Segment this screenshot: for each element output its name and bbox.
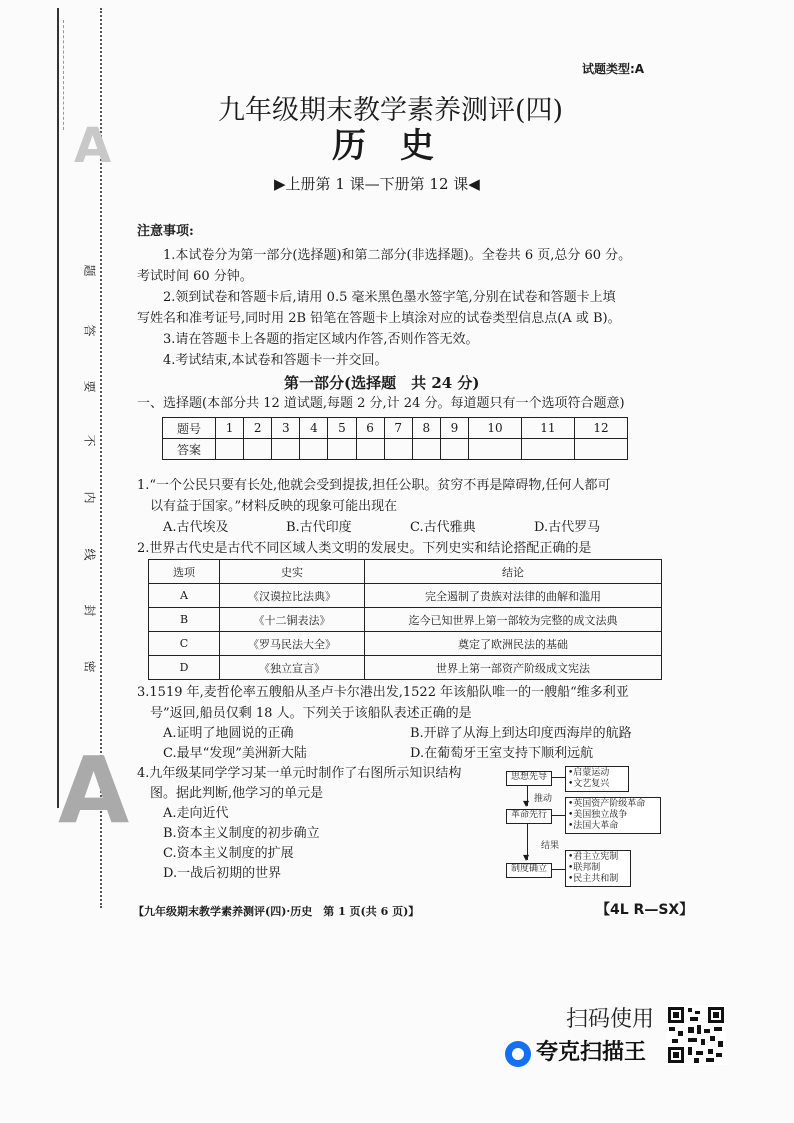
answer-number: 2 xyxy=(244,418,272,439)
subject-title: 历 史 xyxy=(332,126,434,166)
answer-cell xyxy=(272,439,300,460)
scope-text: 上册第 1 课—下册第 12 课 xyxy=(285,175,469,193)
answer-number: 6 xyxy=(356,418,384,439)
box-system: 制度确立 xyxy=(506,863,552,878)
q3-stem-line2: 号”返回,船员仅剩 18 人。下列关于该船队表述正确的是 xyxy=(150,706,472,721)
answer-number: 7 xyxy=(384,418,412,439)
answer-cell xyxy=(468,439,521,460)
q3-option-d: D.在葡萄牙王室支持下顺利远航 xyxy=(410,746,594,761)
list-item: •法国大革命 xyxy=(568,821,619,831)
answer-number: 12 xyxy=(574,418,627,439)
list-revolution xyxy=(565,797,661,834)
answer-number: 11 xyxy=(521,418,574,439)
list-system xyxy=(565,850,631,887)
q1-option-d: D.古代罗马 xyxy=(534,520,601,535)
q2-cell-option: D xyxy=(149,656,220,680)
q1-stem-line2: 以有益于国家。”材料反映的现象可能出现在 xyxy=(150,499,398,514)
answer-cell xyxy=(384,439,412,460)
q4-option-b: B.资本主义制度的初步确立 xyxy=(163,826,320,841)
answer-number: 3 xyxy=(272,418,300,439)
binding-watermark-small: A xyxy=(74,118,112,174)
knowledge-diagram xyxy=(500,764,665,889)
list-item: •文艺复兴 xyxy=(568,779,610,789)
arrow-right-icon: ▶ xyxy=(274,175,286,193)
notes-line-6: 4.考试结束,本试卷和答题卡一并交回。 xyxy=(163,353,388,368)
binding-char-2: 答 xyxy=(82,324,97,337)
qr-code-icon xyxy=(666,1005,726,1065)
q2-cell-conclusion: 迄今已知世界上第一部较为完整的成文法典 xyxy=(365,608,662,632)
answer-cell xyxy=(521,439,574,460)
answer-number: 9 xyxy=(440,418,468,439)
q4-option-d: D.一战后初期的世界 xyxy=(163,866,282,881)
q2-stem: 2.世界古代史是古代不同区域人类文明的发展史。下列史实和结论搭配正确的是 xyxy=(137,541,592,556)
q2-table xyxy=(148,559,662,680)
q2-cell-option: B xyxy=(149,608,220,632)
q3-stem-line1: 3.1519 年,麦哲伦率五艘船从圣卢卡尔港出发,1522 年该船队唯一的一艘船“维多利亚 xyxy=(137,685,629,700)
q1-option-a: A.古代埃及 xyxy=(163,520,229,535)
q2-cell-fact: 《罗马民法大全》 xyxy=(220,632,365,656)
arrow-down-icon: ▼ xyxy=(523,853,530,862)
test-type-label: 试题类型:A xyxy=(582,62,645,76)
binding-char-1: 题 xyxy=(82,264,97,277)
binding-watermark: A xyxy=(58,737,130,844)
box-thought: 思想先导 xyxy=(506,771,552,786)
answer-table-label: 答案 xyxy=(163,439,216,460)
q1-option-b: B.古代印度 xyxy=(286,520,352,535)
answer-number: 1 xyxy=(216,418,244,439)
label-result: 结果 xyxy=(541,841,560,851)
list-thought xyxy=(565,766,629,792)
connector-2 xyxy=(551,815,565,816)
q2-cell-fact: 《独立宣言》 xyxy=(220,656,365,680)
notes-line-5: 3.请在答题卡上各题的指定区域内作答,否则作答无效。 xyxy=(163,332,479,347)
label-push: 推动 xyxy=(534,794,553,804)
answer-cell xyxy=(216,439,244,460)
notes-line-2: 考试时间 60 分钟。 xyxy=(137,269,253,284)
binding-char-8: 密 xyxy=(82,660,97,673)
binding-char-5: 内 xyxy=(82,491,97,504)
answer-cell xyxy=(328,439,356,460)
q4-stem-line2: 图。据此判断,他学习的单元是 xyxy=(150,786,324,801)
answer-table-label: 题号 xyxy=(163,418,216,439)
answer-cell xyxy=(244,439,272,460)
arrow-left-icon: ◀ xyxy=(468,175,480,193)
scanner-app-name: 夸克扫描王 xyxy=(536,1040,647,1065)
list-item: •君主立宪制 xyxy=(568,852,619,862)
q2-table-row xyxy=(149,608,662,632)
list-item: •美国独立战争 xyxy=(568,810,628,820)
list-item: •民主共和制 xyxy=(568,874,619,884)
box-revolution: 革命先行 xyxy=(506,809,552,824)
list-item: •英国资产阶级革命 xyxy=(568,799,646,809)
scope-bar xyxy=(274,173,480,195)
q2-cell-option: A xyxy=(149,584,220,608)
list-item: •启蒙运动 xyxy=(568,768,610,778)
answer-cell xyxy=(356,439,384,460)
answer-cell xyxy=(440,439,468,460)
binding-char-3: 要 xyxy=(82,380,97,393)
notes-heading: 注意事项: xyxy=(137,224,194,239)
answer-cell xyxy=(574,439,627,460)
q4-option-a: A.走向近代 xyxy=(163,806,229,821)
answer-cell xyxy=(412,439,440,460)
q2-cell-conclusion: 世界上第一部资产阶级成文宪法 xyxy=(365,656,662,680)
answer-table-number-row xyxy=(163,418,628,439)
q2-cell-fact: 《汉谟拉比法典》 xyxy=(220,584,365,608)
q1-option-c: C.古代雅典 xyxy=(410,520,476,535)
arrow-down-icon: ▼ xyxy=(523,799,530,808)
binding-border-left xyxy=(57,8,59,808)
notes-line-4: 写姓名和准考证号,同时用 2B 铅笔在答题卡上填涂对应的试卷类型信息点(A 或 B)。 xyxy=(137,311,621,326)
q2-table-row xyxy=(149,656,662,680)
q2-header-option: 选项 xyxy=(149,560,220,584)
part1-instruction: 一、选择题(本部分共 12 道试题,每题 2 分,计 24 分。每道题只有一个选项符合题意) xyxy=(137,396,625,411)
part1-title: 第一部分(选择题 共 24 分) xyxy=(284,374,480,392)
binding-char-7: 封 xyxy=(82,604,97,617)
answer-number: 8 xyxy=(412,418,440,439)
connector-1 xyxy=(551,777,565,778)
connector-3 xyxy=(551,869,565,870)
binding-char-4: 不 xyxy=(82,434,97,447)
scanner-logo-icon xyxy=(505,1041,531,1067)
q2-cell-conclusion: 奠定了欧洲民法的基础 xyxy=(365,632,662,656)
list-item: •联邦制 xyxy=(568,863,601,873)
scan-label: 扫码使用 xyxy=(566,1007,655,1032)
q3-option-c: C.最早“发现”美洲新大陆 xyxy=(163,746,307,761)
answer-number: 4 xyxy=(300,418,328,439)
exam-title: 九年级期末教学素养测评(四) xyxy=(218,95,564,126)
footer-code: 【4L R—SX】 xyxy=(596,902,694,918)
q2-table-row xyxy=(149,584,662,608)
answer-number: 5 xyxy=(328,418,356,439)
answer-number: 10 xyxy=(468,418,521,439)
q4-stem-line1: 4.九年级某同学学习某一单元时制作了右图所示知识结构 xyxy=(137,766,462,781)
q2-table-row xyxy=(149,632,662,656)
q2-cell-option: C xyxy=(149,632,220,656)
q2-table-header xyxy=(149,560,662,584)
answer-table-answer-row xyxy=(163,439,628,460)
binding-char-6: 线 xyxy=(82,548,97,561)
answer-cell xyxy=(300,439,328,460)
q3-option-a: A.证明了地圆说的正确 xyxy=(163,726,294,741)
footer-page-info: 【九年级期末教学素养测评(四)·历史 第 1 页(共 6 页)】 xyxy=(133,905,420,918)
q2-header-fact: 史实 xyxy=(220,560,365,584)
q2-cell-conclusion: 完全遏制了贵族对法律的曲解和滥用 xyxy=(365,584,662,608)
q2-cell-fact: 《十二铜表法》 xyxy=(220,608,365,632)
binding-scribble xyxy=(63,20,74,130)
answer-table xyxy=(162,417,628,460)
q2-header-conclusion: 结论 xyxy=(365,560,662,584)
q4-option-c: C.资本主义制度的扩展 xyxy=(163,846,294,861)
q3-option-b: B.开辟了从海上到达印度西海岸的航路 xyxy=(410,726,632,741)
q1-stem-line1: 1.“一个公民只要有长处,他就会受到提拔,担任公职。贫穷不再是障碍物,任何人都可 xyxy=(137,478,611,493)
notes-line-1: 1.本试卷分为第一部分(选择题)和第二部分(非选择题)。全卷共 6 页,总分 60 分。 xyxy=(163,248,632,263)
notes-line-3: 2.领到试卷和答题卡后,请用 0.5 毫米黑色墨水签字笔,分别在试卷和答题卡上填 xyxy=(163,290,616,305)
